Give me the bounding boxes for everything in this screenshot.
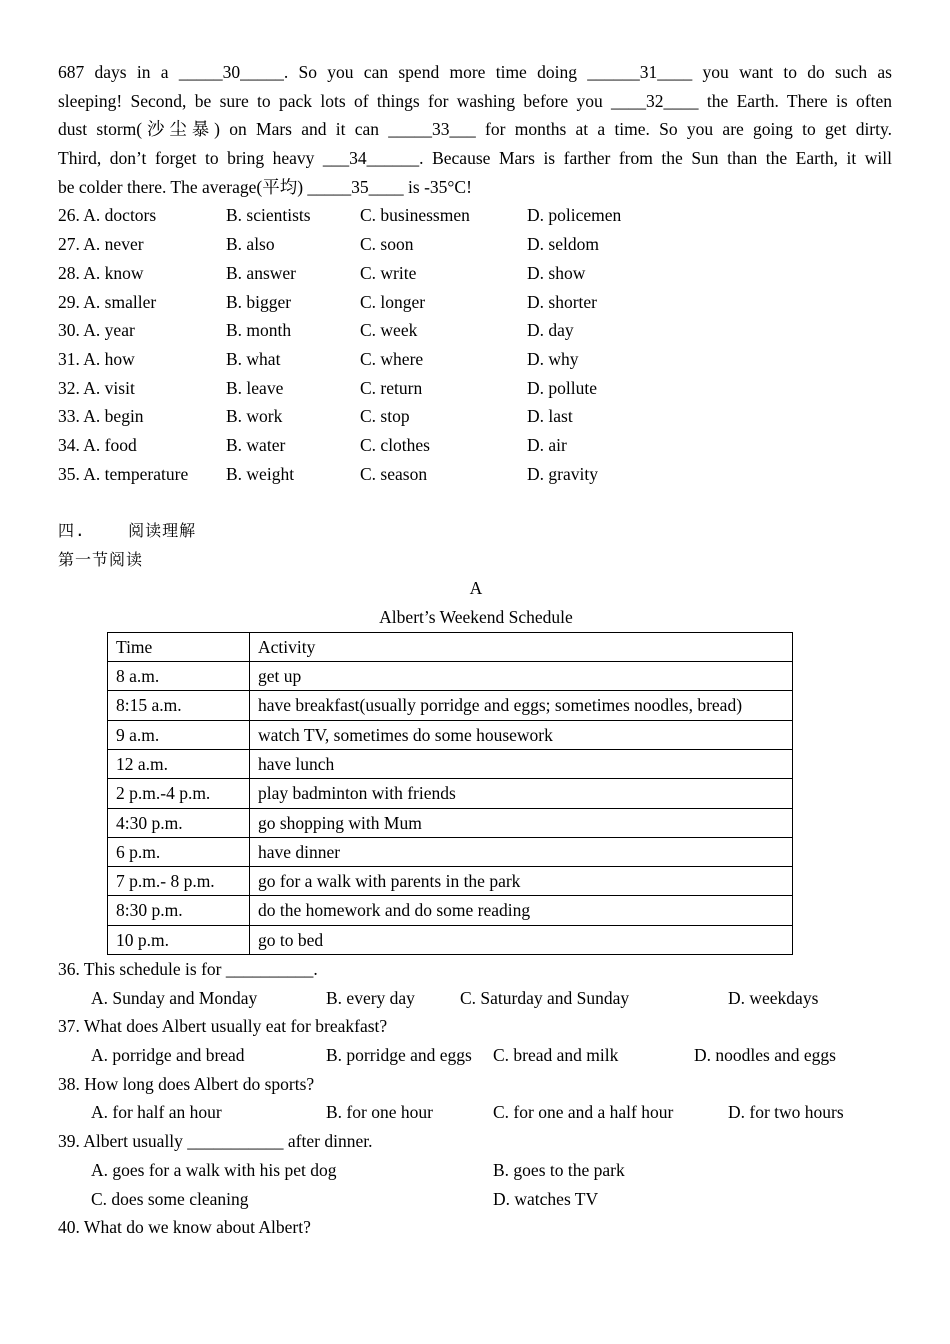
time-cell: 8 a.m. [108,662,250,691]
option-c: C. soon [360,234,414,255]
answer-d: D. weekdays [728,987,819,1008]
option-b: B. also [226,234,275,255]
option-a: 28. A. know [58,262,144,283]
section-subheading: 第一节阅读 [58,549,144,569]
table-row [108,779,793,808]
answer-row [58,1185,892,1214]
cloze-option-row [58,230,892,259]
question-36: 36. This schedule is for __________. [58,959,318,980]
time-cell: 2 p.m.-4 p.m. [108,779,250,808]
option-d: D. shorter [527,291,597,312]
answer-a: A. goes for a walk with his pet dog [91,1159,337,1180]
answer-row [58,984,892,1013]
answer-b: B. for one hour [326,1102,433,1123]
option-d: D. last [527,406,573,427]
cloze-option-row [58,374,892,403]
time-cell: 8:15 a.m. [108,691,250,720]
option-d: D. gravity [527,463,598,484]
time-cell: 4:30 p.m. [108,808,250,837]
question-39: 39. Albert usually ___________ after dinner. [58,1131,373,1152]
cloze-option-row [58,460,892,489]
answer-a: A. porridge and bread [91,1045,245,1066]
answer-c: C. does some cleaning [91,1188,249,1209]
cloze-option-row [58,402,892,431]
answer-c: C. Saturday and Sunday [460,987,630,1008]
answer-c: C. bread and milk [493,1045,619,1066]
table-row [108,720,793,749]
table-row [108,749,793,778]
cloze-passage [58,58,892,201]
time-cell: 12 a.m. [108,749,250,778]
option-a: 29. A. smaller [58,291,157,312]
option-d: D. seldom [527,234,599,255]
activity-cell: have dinner [250,837,793,866]
table-header-row [108,632,793,661]
option-b: B. what [226,348,281,369]
option-b: B. month [226,320,292,341]
option-c: C. longer [360,291,426,312]
option-b: B. bigger [226,291,292,312]
cloze-option-row [58,316,892,345]
option-b: B. work [226,406,283,427]
time-cell: 10 p.m. [108,925,250,954]
option-c: C. write [360,262,417,283]
option-d: D. pollute [527,377,597,398]
cloze-option-row [58,201,892,230]
time-cell: 7 p.m.- 8 p.m. [108,867,250,896]
answer-d: D. watches TV [493,1188,599,1209]
option-a: 26. A. doctors [58,205,157,226]
exam-page [58,58,892,1242]
activity-cell: go to bed [250,925,793,954]
option-c: C. season [360,463,428,484]
time-cell: 8:30 p.m. [108,896,250,925]
option-d: D. air [527,434,567,455]
option-d: D. why [527,348,579,369]
option-a: 35. A. temperature [58,463,189,484]
option-c: C. where [360,348,424,369]
answer-row [58,1041,892,1070]
cloze-option-row [58,431,892,460]
table-row [108,896,793,925]
option-b: B. weight [226,463,295,484]
option-a: 30. A. year [58,320,135,341]
table-row [108,925,793,954]
time-cell: 9 a.m. [108,720,250,749]
question-37: 37. What does Albert usually eat for breakfast? [58,1016,388,1037]
option-c: C. return [360,377,423,398]
passage-line: 687 days in a _____30_____. So you can spend more time doing ______31____ you want to do such as [58,62,892,82]
activity-cell: have lunch [250,749,793,778]
option-c: C. businessmen [360,205,470,226]
option-a: 33. A. begin [58,406,144,427]
option-a: 34. A. food [58,434,137,455]
answer-b: B. porridge and eggs [326,1045,472,1066]
option-c: C. stop [360,406,410,427]
option-d: D. day [527,320,574,341]
table-title: Albert’s Weekend Schedule [379,607,573,628]
option-a: 32. A. visit [58,377,135,398]
reading-questions [58,955,892,1242]
table-row [108,662,793,691]
answer-d: D. for two hours [728,1102,844,1123]
option-d: D. policemen [527,205,622,226]
option-a: 31. A. how [58,348,135,369]
option-b: B. scientists [226,205,311,226]
option-d: D. show [527,262,586,283]
option-b: B. water [226,434,286,455]
activity-cell: have breakfast(usually porridge and eggs; sometimes noodles, bread) [250,691,793,720]
answer-row [58,1098,892,1127]
column-header-activity: Activity [250,632,793,661]
option-b: B. answer [226,262,296,283]
answer-row [58,1156,892,1185]
activity-cell: do the homework and do some reading [250,896,793,925]
section-heading: 四. 阅读理解 [58,521,197,540]
cloze-option-row [58,345,892,374]
answer-b: B. goes to the park [493,1159,625,1180]
activity-cell: go for a walk with parents in the park [250,867,793,896]
cloze-options [58,201,892,488]
option-c: C. clothes [360,434,430,455]
option-b: B. leave [226,377,284,398]
time-cell: 6 p.m. [108,837,250,866]
answer-d: D. noodles and eggs [694,1045,836,1066]
passage-line: dust storm(沙尘暴) on Mars and it can _____33___ for months at a time. So you are going to get dirty. [58,119,892,140]
table-row [108,837,793,866]
activity-cell: watch TV, sometimes do some housework [250,720,793,749]
answer-a: A. for half an hour [91,1102,222,1123]
answer-a: A. Sunday and Monday [91,987,258,1008]
column-header-time: Time [108,632,250,661]
passage-line: sleeping! Second, be sure to pack lots of things for washing before you ____32____ the Earth. There is often [58,90,892,111]
passage-line: Third, don’t forget to bring heavy ___34______. Because Mars is farther from the Sun than the Earth, it will [58,148,892,169]
answer-b: B. every day [326,987,415,1008]
option-c: C. week [360,320,418,341]
passage-letter: A [469,578,483,599]
activity-cell: go shopping with Mum [250,808,793,837]
activity-cell: play badminton with friends [250,779,793,808]
table-row [108,867,793,896]
table-row [108,808,793,837]
passage-line: be colder there. The average(平均) _____35____ is -35°C! [58,176,472,197]
cloze-option-row [58,259,892,288]
table-row [108,691,793,720]
answer-c: C. for one and a half hour [493,1102,674,1123]
activity-cell: get up [250,662,793,691]
cloze-option-row [58,288,892,317]
schedule-table [107,632,793,955]
question-40: 40. What do we know about Albert? [58,1217,311,1238]
option-a: 27. A. never [58,234,144,255]
question-38: 38. How long does Albert do sports? [58,1073,315,1094]
